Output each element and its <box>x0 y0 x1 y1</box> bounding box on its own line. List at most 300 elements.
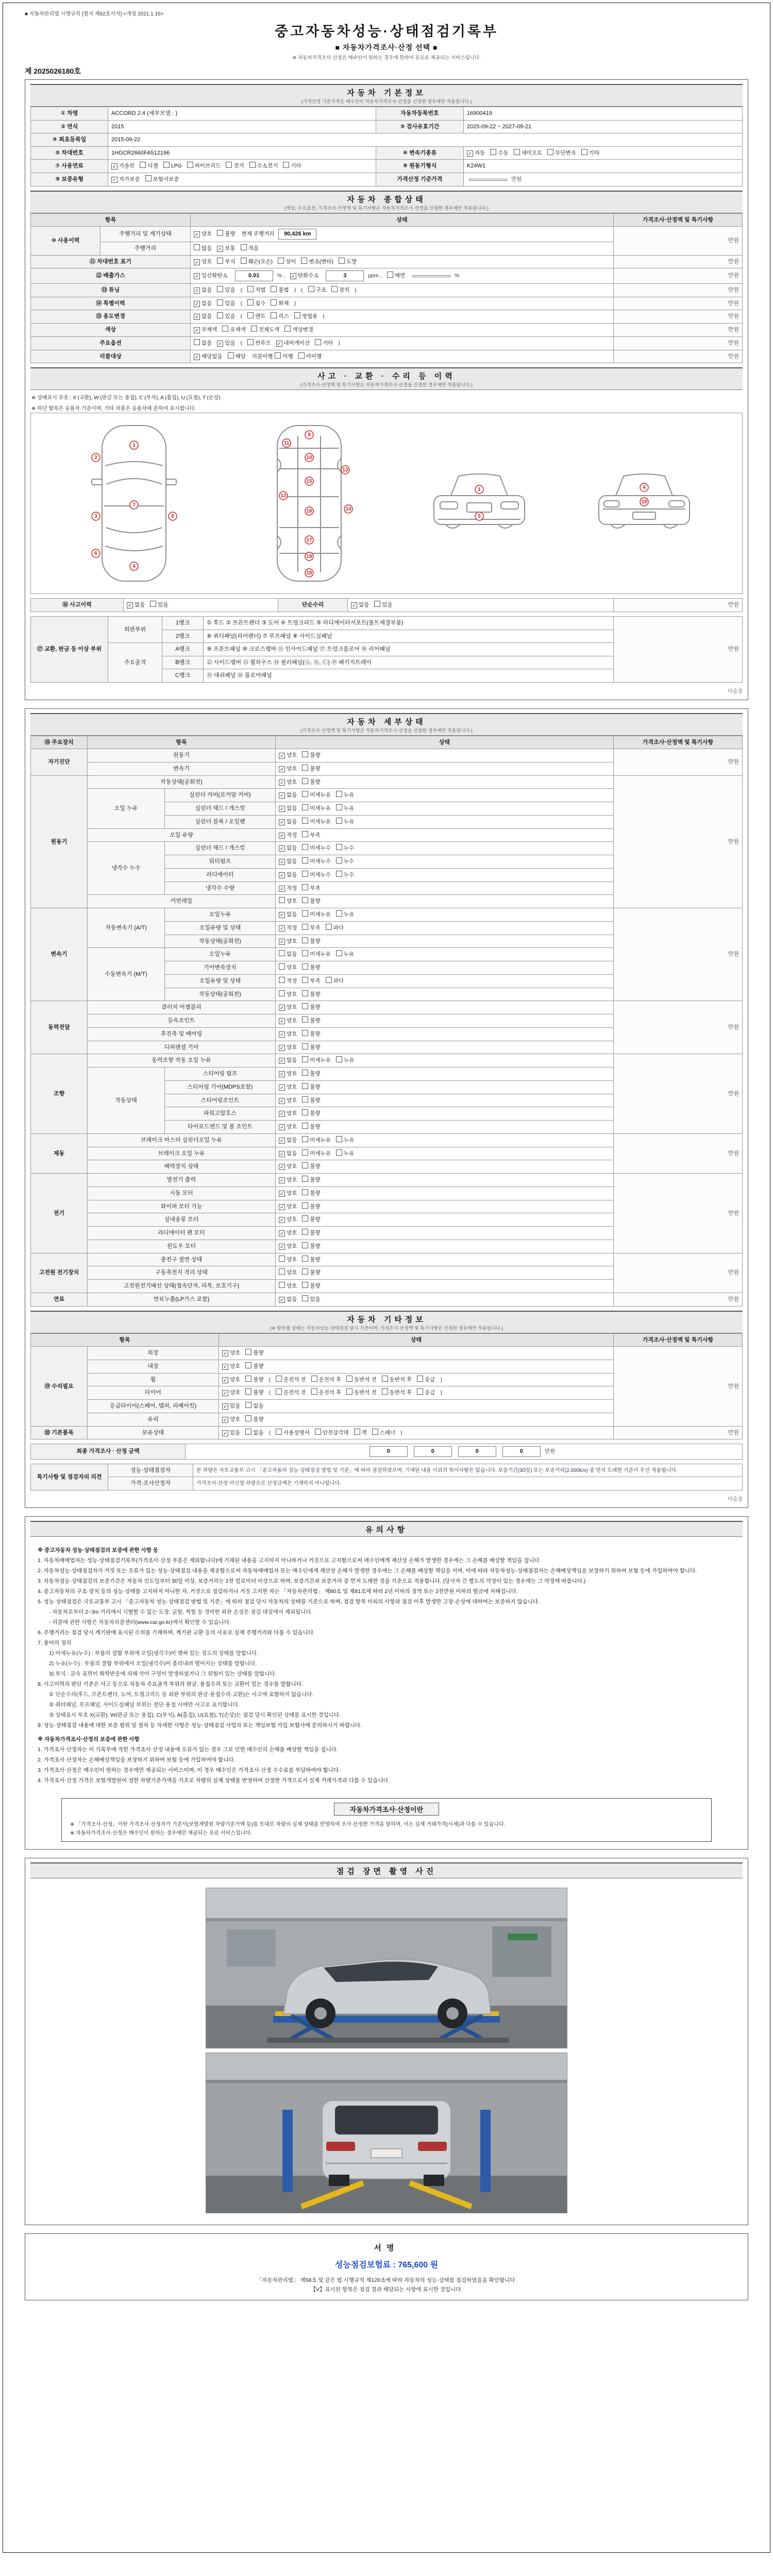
checkbox-option[interactable] <box>279 1016 297 1025</box>
table-cell: 원동기 <box>88 749 276 762</box>
checkbox-option[interactable] <box>140 162 158 171</box>
checkbox-option[interactable] <box>279 1043 297 1052</box>
unchecked-checkbox-icon <box>302 778 308 784</box>
option-label: 훼손(오손) <box>248 258 273 265</box>
unchecked-checkbox-icon <box>145 175 152 181</box>
table-cell: 상태 <box>191 213 614 227</box>
section-accident-header <box>30 367 743 390</box>
unchecked-checkbox-icon <box>276 1376 282 1382</box>
checkbox-option[interactable] <box>336 818 354 826</box>
table-cell: 브레이크 오일 누유 <box>88 1147 276 1160</box>
unchecked-checkbox-icon <box>336 1056 342 1062</box>
unchecked-checkbox-icon <box>302 1242 308 1248</box>
table-row <box>31 107 743 121</box>
table-cell: ⑩ 사용이력 <box>31 227 100 255</box>
checkbox-option[interactable] <box>302 871 331 879</box>
checkbox-option[interactable] <box>302 950 331 959</box>
checked-checkbox-icon: ✓ <box>279 792 285 799</box>
checkbox-option[interactable] <box>279 950 297 959</box>
checkbox-option[interactable] <box>279 1256 297 1264</box>
checkbox-option[interactable] <box>222 1402 240 1411</box>
checkbox-option[interactable] <box>279 1242 297 1251</box>
checkbox-option[interactable] <box>302 884 320 893</box>
checkbox-option[interactable] <box>336 1056 354 1065</box>
option-label: 없음 <box>287 858 297 865</box>
section-basic-title: 자동차 기본정보 <box>347 89 426 97</box>
checkbox-option[interactable] <box>247 299 265 308</box>
checkbox-option[interactable] <box>279 791 297 800</box>
checkbox-option[interactable] <box>222 1415 240 1424</box>
checkbox-option[interactable] <box>217 244 235 253</box>
option-label: 양호 <box>287 938 297 944</box>
checkbox-option[interactable] <box>490 149 508 158</box>
checkbox-option[interactable] <box>127 601 145 609</box>
option-label: 양호 <box>201 231 212 238</box>
checkbox-option[interactable] <box>194 312 212 321</box>
checkbox-option[interactable] <box>279 1070 297 1078</box>
page-block-notices <box>25 1516 748 1850</box>
option-label: 스패너 <box>379 1429 396 1436</box>
checkbox-option[interactable] <box>467 149 485 158</box>
checkbox-option[interactable] <box>336 950 354 959</box>
checkbox-option[interactable] <box>331 286 349 295</box>
checkbox-option[interactable] <box>247 339 271 348</box>
table-cell: 변속기 <box>88 762 276 775</box>
checkbox-option[interactable] <box>351 601 369 609</box>
unchecked-checkbox-icon <box>302 977 308 983</box>
checkbox-option[interactable] <box>279 910 297 919</box>
option-label: 무채색 <box>201 327 217 333</box>
checked-checkbox-icon: ✓ <box>279 859 285 865</box>
option-label: 과다 <box>333 977 344 984</box>
table-cell: 16900419 <box>464 107 743 121</box>
checkbox-option[interactable] <box>302 1003 320 1012</box>
checkbox-option[interactable] <box>302 990 320 999</box>
checkbox-option[interactable] <box>279 765 297 773</box>
option-label: 양호 <box>287 1083 297 1090</box>
checkbox-option[interactable] <box>279 831 297 840</box>
checkbox-option[interactable] <box>279 1162 297 1171</box>
unchecked-checkbox-icon <box>302 1056 308 1062</box>
checkbox-option[interactable] <box>374 601 392 609</box>
checkbox-option[interactable] <box>279 1215 297 1224</box>
checkbox-option[interactable] <box>276 1429 310 1437</box>
checkbox-option[interactable] <box>302 1070 320 1078</box>
section-accident-title: 사고 · 교환 · 수리 등 이력 <box>317 372 456 381</box>
option-label: 미세누유 <box>310 951 331 958</box>
checkbox-option[interactable] <box>194 244 212 253</box>
checkbox-option[interactable] <box>336 791 354 800</box>
unchecked-checkbox-icon <box>382 1376 388 1382</box>
checkbox-option[interactable] <box>217 258 235 266</box>
price-definition-lines <box>70 1820 703 1836</box>
checkbox-option[interactable] <box>290 272 319 280</box>
checkbox-option[interactable] <box>336 844 354 853</box>
checkbox-option[interactable] <box>302 1083 320 1092</box>
checkbox-option[interactable] <box>279 751 297 760</box>
checkbox-option[interactable] <box>279 1136 297 1145</box>
checkbox-option[interactable] <box>302 1016 320 1025</box>
checkbox-option[interactable] <box>283 162 301 171</box>
checkbox-option[interactable] <box>279 857 297 866</box>
checkbox-option[interactable] <box>315 1429 349 1437</box>
unit-label: ppm , <box>368 273 382 279</box>
checkbox-option[interactable] <box>581 149 599 158</box>
unchecked-checkbox-icon <box>308 286 314 292</box>
checkbox-option[interactable] <box>279 1149 297 1158</box>
option-label: 불량 <box>310 964 321 971</box>
option-label: 없음 <box>201 313 212 320</box>
checkbox-option[interactable] <box>302 1215 320 1224</box>
checkbox-option[interactable] <box>194 299 212 308</box>
checkbox-option[interactable] <box>302 1229 320 1238</box>
table-cell: ⑯ 사고이력 <box>31 599 124 612</box>
option-label: 부식 <box>225 258 236 265</box>
checkbox-option[interactable] <box>194 339 212 348</box>
checkbox-option[interactable] <box>194 326 217 334</box>
checkbox-option[interactable] <box>382 1376 412 1384</box>
section-notices-title: 유의사항 <box>365 1525 408 1534</box>
checkbox-option[interactable] <box>194 286 212 295</box>
checkbox-option[interactable] <box>111 175 140 184</box>
unchecked-checkbox-icon <box>302 1162 308 1168</box>
checkbox-option[interactable] <box>302 1030 320 1039</box>
checkbox-option[interactable] <box>302 818 331 826</box>
checkbox-option[interactable] <box>279 1083 297 1092</box>
checkbox-option[interactable] <box>302 1256 320 1264</box>
table-cell: 만원 <box>614 775 743 908</box>
checkbox-option[interactable] <box>302 924 320 933</box>
option-label: 없음 <box>287 951 297 958</box>
checkbox-option[interactable] <box>279 1030 297 1039</box>
checkbox-option[interactable] <box>302 1043 320 1052</box>
value-box: 3 <box>326 270 364 281</box>
checkbox-option[interactable] <box>336 871 354 879</box>
checkbox-option[interactable] <box>111 162 135 171</box>
checkbox-option[interactable] <box>302 791 331 800</box>
checkbox-option[interactable] <box>302 1189 320 1198</box>
checkbox-option[interactable] <box>278 258 296 266</box>
checked-checkbox-icon: ✓ <box>279 819 285 825</box>
checkbox-option[interactable] <box>194 230 212 239</box>
unchecked-checkbox-icon <box>279 963 285 970</box>
checkbox-option[interactable] <box>247 286 265 295</box>
table-cell: 성능·상태점검자 <box>108 1464 193 1477</box>
option-label: 네비게이션 <box>283 340 310 346</box>
checkbox-option[interactable] <box>302 1202 320 1211</box>
unchecked-checkbox-icon <box>301 258 307 264</box>
table-cell: 고전원 전기장치 <box>31 1253 88 1293</box>
table-row <box>31 1293 743 1306</box>
table-row <box>31 255 743 268</box>
table-cell: 만원 <box>614 749 743 776</box>
checkbox-option[interactable] <box>194 258 212 266</box>
checkbox-option[interactable] <box>222 1362 240 1371</box>
checkbox-option[interactable] <box>241 258 273 266</box>
table-cell: 타이로드엔드 및 볼 조인트 <box>165 1121 276 1134</box>
checkbox-option[interactable] <box>336 1136 354 1145</box>
checkbox-option[interactable] <box>279 1295 297 1304</box>
unchecked-checkbox-icon <box>302 831 308 837</box>
checkbox-option[interactable] <box>279 844 297 853</box>
option-label: 불량 <box>310 765 321 772</box>
unit-label: 만원 <box>511 176 522 182</box>
table-cell: 만원 <box>614 599 743 612</box>
notice-line: ③ 상태표시 부호 X(교환), W(판금 또는 용접), C(부식), A(흠집), U(요철), T(손상)는 점검 당시 확인된 상태를 표시한 것입니다. <box>49 1711 341 1718</box>
checked-checkbox-icon: ✓ <box>279 1217 285 1223</box>
unchecked-checkbox-icon <box>302 1016 308 1023</box>
checkbox-option[interactable] <box>194 352 223 361</box>
unchecked-checkbox-icon <box>311 1388 317 1395</box>
checkbox-option[interactable] <box>302 1123 320 1131</box>
table-cell <box>276 1014 614 1028</box>
checked-checkbox-icon: ✓ <box>279 766 285 772</box>
checkbox-option[interactable] <box>302 1176 320 1184</box>
checkbox-option[interactable] <box>326 977 344 986</box>
checkbox-option[interactable] <box>279 1096 297 1105</box>
table-cell: 자동변속기 (A/T) <box>88 908 165 948</box>
checkbox-option[interactable] <box>245 1415 263 1424</box>
checkbox-option[interactable] <box>336 804 354 813</box>
value-box: 0.01 <box>235 270 273 281</box>
checkbox-option[interactable] <box>279 977 297 986</box>
checkbox-option[interactable] <box>187 162 221 171</box>
checkbox-option[interactable] <box>245 1429 263 1437</box>
checkbox-option[interactable] <box>302 844 331 853</box>
checkbox-option[interactable] <box>217 339 235 348</box>
checkbox-option[interactable] <box>302 897 320 906</box>
table-cell: 상태 <box>276 736 614 749</box>
legal-line-2: 【V】표시된 항목은 점검 결과 해당되는 사항에 표시한 것입니다. <box>310 2286 463 2293</box>
checkbox-option[interactable] <box>302 857 331 866</box>
checkbox-option[interactable] <box>311 1376 342 1384</box>
unchecked-checkbox-icon <box>217 258 223 264</box>
checkbox-option[interactable] <box>302 1056 331 1065</box>
checkbox-option[interactable] <box>279 1123 297 1131</box>
checkbox-option[interactable] <box>302 831 320 840</box>
checkbox-option[interactable] <box>222 326 245 334</box>
checked-checkbox-icon: ✓ <box>279 1230 285 1236</box>
checkbox-option[interactable] <box>245 1388 263 1397</box>
unchecked-checkbox-icon <box>298 352 305 359</box>
option-label: 해당 <box>235 353 246 360</box>
option-label: 하이브리드 <box>194 163 221 170</box>
unchecked-checkbox-icon <box>302 950 308 956</box>
checkbox-option[interactable] <box>301 258 333 266</box>
checkbox-option[interactable] <box>279 897 297 906</box>
checkbox-option[interactable] <box>372 1429 395 1437</box>
checkbox-option[interactable] <box>302 1295 320 1304</box>
unchecked-checkbox-icon <box>279 990 285 996</box>
checkbox-option[interactable] <box>547 149 576 158</box>
table-cell: 전기 <box>31 1174 88 1253</box>
checkbox-option[interactable] <box>279 1229 297 1238</box>
checkbox-option[interactable] <box>326 924 344 933</box>
unchecked-checkbox-icon <box>247 299 254 306</box>
checkbox-option[interactable] <box>417 1376 435 1384</box>
unchecked-checkbox-icon <box>245 1415 251 1421</box>
option-label: 누유 <box>343 911 355 918</box>
checkbox-option[interactable] <box>222 1429 240 1437</box>
checkbox-option[interactable] <box>276 339 310 348</box>
checkbox-option[interactable] <box>302 977 320 986</box>
unchecked-checkbox-icon <box>311 1376 317 1382</box>
checkbox-option[interactable] <box>245 1376 263 1384</box>
checkbox-option[interactable] <box>228 352 246 361</box>
table-cell: ⑬ 튜닝 <box>31 283 191 297</box>
checkbox-option[interactable] <box>279 1202 297 1211</box>
checkbox-option[interactable] <box>302 1282 320 1291</box>
checkbox-option[interactable] <box>271 286 289 295</box>
checkbox-option[interactable] <box>279 871 297 879</box>
option-label: 누유 <box>343 1057 355 1064</box>
unchecked-checkbox-icon <box>271 299 277 306</box>
table-cell: ⑳ 기본품목 <box>31 1426 88 1439</box>
checkbox-option[interactable] <box>145 175 179 184</box>
checkbox-option[interactable] <box>279 884 297 893</box>
checkbox-option[interactable] <box>302 751 320 760</box>
checkbox-option[interactable] <box>294 312 317 321</box>
checkbox-option[interactable] <box>302 1109 320 1118</box>
checkbox-option[interactable] <box>302 804 331 813</box>
checked-checkbox-icon: ✓ <box>279 806 285 812</box>
checkbox-option[interactable] <box>311 1388 342 1397</box>
checkbox-option[interactable] <box>279 1003 297 1012</box>
checkbox-option[interactable] <box>302 1096 320 1105</box>
checkbox-option[interactable] <box>279 1268 297 1277</box>
table-row <box>31 617 743 630</box>
checkbox-option[interactable] <box>217 286 235 295</box>
option-label: 불량 <box>310 1044 321 1050</box>
checkbox-option[interactable] <box>279 963 297 972</box>
checkbox-option[interactable] <box>514 149 543 158</box>
checkbox-option[interactable] <box>387 272 405 280</box>
checkbox-option[interactable] <box>279 990 297 999</box>
checked-checkbox-icon: ✓ <box>279 833 285 839</box>
table-cell: 오일 누유 <box>88 789 165 828</box>
checkbox-option[interactable] <box>279 924 297 933</box>
checkbox-option[interactable] <box>382 1388 412 1397</box>
checkbox-option[interactable] <box>302 1136 331 1145</box>
checkbox-option[interactable] <box>245 1402 263 1411</box>
checkbox-option[interactable] <box>336 910 354 919</box>
checkbox-option[interactable] <box>279 818 297 826</box>
checkbox-option[interactable] <box>251 326 280 334</box>
checkbox-option[interactable] <box>336 857 354 866</box>
checkbox-option[interactable] <box>245 1362 263 1371</box>
option-label: 있음 <box>230 1429 241 1436</box>
checkbox-option[interactable] <box>222 1388 240 1397</box>
table-cell: 가격조사·산정액 및 특기사항 <box>614 1333 743 1347</box>
checked-checkbox-icon: ✓ <box>111 177 117 183</box>
checkbox-option[interactable] <box>315 339 333 348</box>
checkbox-option[interactable] <box>222 1376 240 1384</box>
checkbox-option[interactable] <box>302 1268 320 1277</box>
table-row <box>31 1054 743 1067</box>
unchecked-checkbox-icon <box>140 162 146 168</box>
svg-text:3: 3 <box>94 514 97 520</box>
checkbox-option[interactable] <box>346 1388 377 1397</box>
checkbox-option[interactable] <box>279 1282 297 1291</box>
checked-checkbox-icon: ✓ <box>279 1098 285 1104</box>
option-label: 기타 <box>323 340 333 346</box>
unit-label: ( <box>268 1376 271 1383</box>
svg-text:9: 9 <box>308 432 311 438</box>
checkbox-option[interactable] <box>302 910 331 919</box>
table-cell: 실린더 커버(로커암 커버) <box>165 789 276 802</box>
unchecked-checkbox-icon <box>241 244 247 250</box>
cell-text: 현재 주행거리 <box>241 231 275 238</box>
checkbox-option[interactable] <box>279 937 297 946</box>
checkbox-option[interactable] <box>279 804 297 813</box>
checkbox-option[interactable] <box>241 244 259 253</box>
checkbox-option[interactable] <box>302 1149 331 1158</box>
checkbox-option[interactable] <box>346 1376 377 1384</box>
checkbox-option[interactable] <box>302 937 320 946</box>
checkbox-option[interactable] <box>302 1242 320 1251</box>
checkbox-option[interactable] <box>271 312 289 321</box>
table-row <box>31 1426 743 1439</box>
checkbox-option[interactable] <box>279 1056 297 1065</box>
checkbox-option[interactable] <box>302 963 320 972</box>
svg-text:6: 6 <box>94 551 97 557</box>
option-label: 전기 <box>233 163 244 170</box>
checkbox-option[interactable] <box>308 286 326 295</box>
checkbox-option[interactable] <box>279 1176 297 1184</box>
section-basic-header <box>30 84 743 107</box>
unchecked-checkbox-icon <box>302 1176 308 1182</box>
checkbox-option[interactable] <box>249 162 278 171</box>
legal-line-1: 「자동차관리법」 제58조 및 같은 법 시행규칙 제120조에 따라 자동차의 성능·상태를 점검하였음을 확인합니다. <box>256 2277 517 2283</box>
checkbox-option[interactable] <box>279 1109 297 1118</box>
table-cell: 구동축전지 격리 상태 <box>88 1266 276 1280</box>
checkbox-option[interactable] <box>302 1162 320 1171</box>
checkbox-option[interactable] <box>279 1189 297 1198</box>
table-cell <box>191 268 614 284</box>
checkbox-option[interactable] <box>150 601 168 609</box>
checkbox-option[interactable] <box>271 299 289 308</box>
checkbox-option[interactable] <box>276 1388 306 1397</box>
checkbox-option[interactable] <box>222 1349 240 1358</box>
checkbox-option[interactable] <box>217 230 235 239</box>
checkbox-option[interactable] <box>226 162 244 171</box>
unchecked-checkbox-icon <box>217 286 223 292</box>
checkbox-option[interactable] <box>298 352 322 361</box>
checkbox-option[interactable] <box>302 778 320 787</box>
checkbox-option[interactable] <box>276 1376 306 1384</box>
checkbox-option[interactable] <box>247 312 265 321</box>
accident-history-table <box>30 598 743 612</box>
option-label: 미세누유 <box>310 1137 331 1143</box>
checkbox-option[interactable] <box>417 1388 435 1397</box>
checkbox-option[interactable] <box>354 1429 367 1437</box>
checkbox-option[interactable] <box>339 258 357 266</box>
checkbox-option[interactable] <box>275 352 293 361</box>
table-cell: ① 차명 <box>31 107 108 121</box>
checkbox-option[interactable] <box>217 299 235 308</box>
checked-checkbox-icon: ✓ <box>222 1430 228 1436</box>
checkbox-option[interactable] <box>163 162 182 171</box>
checkbox-option[interactable] <box>284 326 313 334</box>
unit-label: ) <box>338 340 341 346</box>
checkbox-option[interactable] <box>245 1349 263 1358</box>
checkbox-option[interactable] <box>336 1149 354 1158</box>
checkbox-option[interactable] <box>302 765 320 773</box>
checkbox-option[interactable] <box>194 272 228 280</box>
checkbox-option[interactable] <box>217 312 235 321</box>
table-cell: 주행거리 <box>100 242 191 255</box>
checkbox-option[interactable] <box>279 778 297 787</box>
